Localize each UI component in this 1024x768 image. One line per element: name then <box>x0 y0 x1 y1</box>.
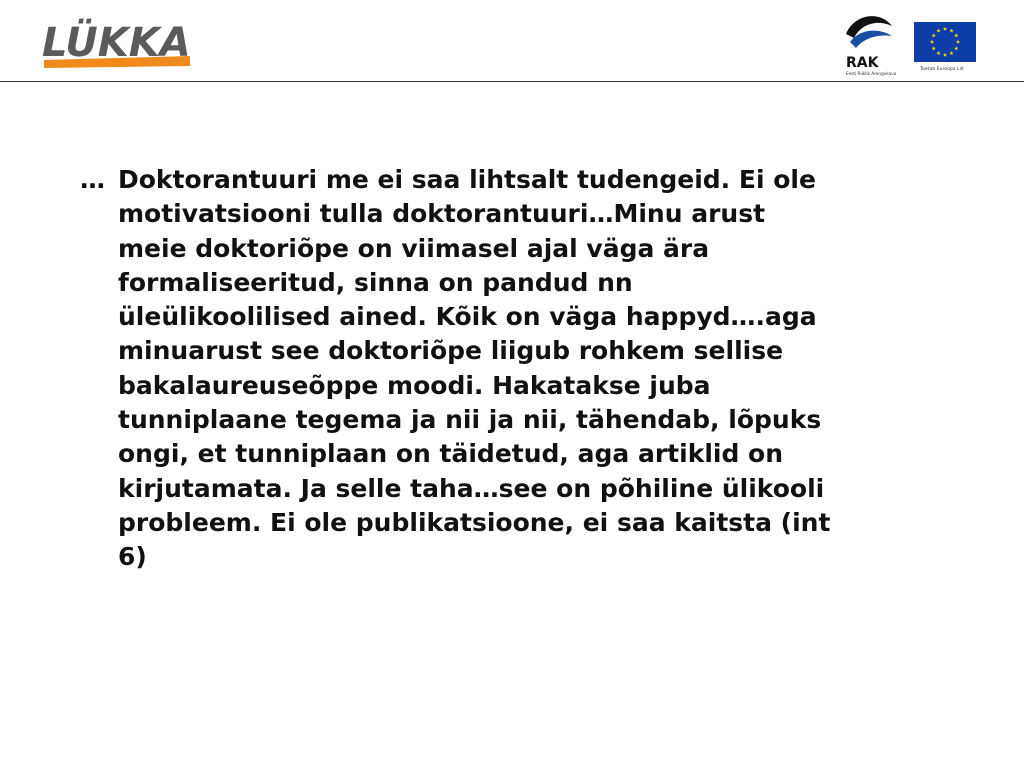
quote-line: meie doktoriõpe on viimasel ajal väga ära <box>118 233 710 263</box>
quote-line: tunniplaane tegema ja nii ja nii, tähendab, lõpuks <box>118 405 822 435</box>
rak-caption: Eesti Riiklik Arengukava <box>846 71 897 76</box>
quote-bullet-item <box>80 163 940 575</box>
quote-line: üleülikoolilised ained. Kõik on väga happyd….aga <box>118 302 817 332</box>
lukka-logo-text: LÜKKA <box>42 20 191 66</box>
quote-line: motivatsiooni tulla doktorantuuri…Minu arust <box>118 199 766 229</box>
quote-line: probleem. Ei ole publikatsioone, ei saa kaitsta (int <box>118 507 831 537</box>
eu-flag-logo <box>912 20 978 72</box>
slide-header <box>0 0 1024 82</box>
quote-line: formaliseeritud, sinna on pandud nn <box>118 267 633 297</box>
bullet-ellipsis: … <box>80 165 105 194</box>
quote-text <box>118 163 940 575</box>
quote-line: kirjutamata. Ja selle taha…see on põhiline ülikooli <box>118 473 825 503</box>
quote-line: bakalaureuseõppe moodi. Hakatakse juba <box>118 370 711 400</box>
quote-line: ongi, et tunniplaan on täidetud, aga artiklid on <box>118 439 784 469</box>
header-divider <box>0 81 1024 82</box>
slide-body <box>80 163 940 575</box>
quote-line: Doktorantuuri me ei saa lihtsalt tudengeid. Ei ole <box>118 165 816 194</box>
quote-line: 6) <box>118 542 147 572</box>
lukka-logo <box>40 14 192 70</box>
eu-caption: Toetab Euroopa Liit <box>920 67 964 72</box>
rak-logo-text: RAK <box>846 55 879 71</box>
rak-logo <box>840 12 898 76</box>
quote-line: minuarust see doktoriõpe liigub rohkem sellise <box>118 336 784 366</box>
